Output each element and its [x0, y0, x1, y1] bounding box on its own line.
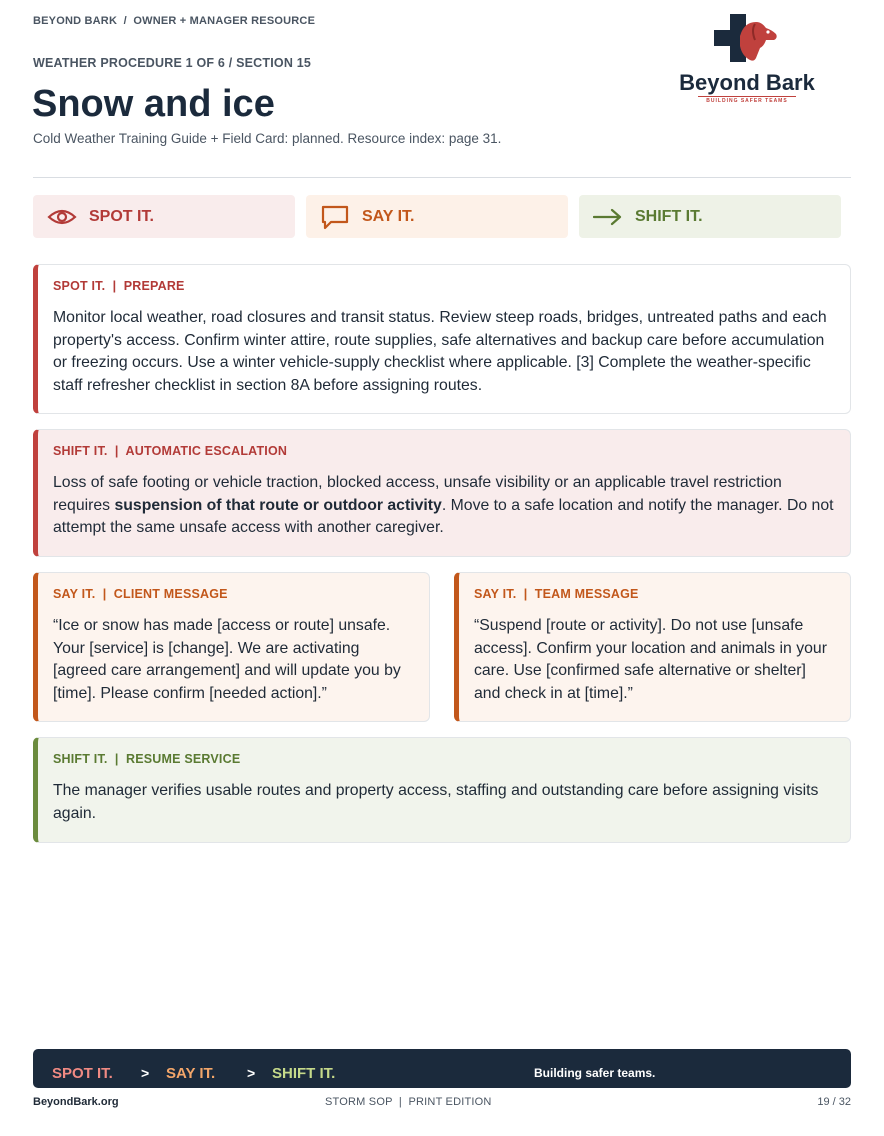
footer-separator: >	[141, 1065, 150, 1081]
client-message-label: SAY IT. | CLIENT MESSAGE	[53, 587, 228, 601]
footer-tagline: Building safer teams.	[534, 1066, 656, 1080]
spot-it-label: SPOT IT.	[89, 207, 154, 225]
arrow-right-icon	[593, 207, 623, 227]
prepare-label: SPOT IT. | PREPARE	[53, 279, 185, 293]
logo-wordmark: Beyond Bark	[679, 70, 815, 95]
team-message-label: SAY IT. | TEAM MESSAGE	[474, 587, 639, 601]
footer-spot-it: SPOT IT.	[52, 1065, 113, 1082]
resume-service-label: SHIFT IT. | RESUME SERVICE	[53, 752, 241, 766]
logo-mark	[672, 10, 822, 106]
client-message-body: “Ice or snow has made [access or route] unsafe. Your [service] is [change]. We are activating [agreed care arrangement] and will update you by [time]. Please confirm [needed action].”	[53, 617, 401, 702]
shift-it-step	[579, 195, 841, 238]
resume-service-card	[33, 737, 851, 843]
footer-shift-it: SHIFT IT.	[272, 1065, 336, 1082]
team-message-card	[454, 572, 851, 722]
footer-say-it: SAY IT.	[166, 1065, 216, 1082]
footer-separator: >	[247, 1065, 256, 1081]
say-it-step	[306, 195, 568, 238]
escalation-body	[53, 472, 834, 540]
eye-icon	[47, 207, 77, 227]
footer-site-link[interactable]: BeyondBark.org	[33, 1096, 119, 1108]
escalation-emphasis: suspension of that route or outdoor activity	[114, 496, 442, 514]
logo-tagline: BUILDING SAFER TEAMS	[706, 98, 788, 104]
page-subtitle: Cold Weather Training Guide + Field Card: planned. Resource index: page 31.	[33, 131, 502, 146]
footer-edition: STORM SOP | PRINT EDITION	[325, 1096, 492, 1108]
shift-it-label: SHIFT IT.	[635, 207, 703, 225]
beyond-bark-logo	[672, 10, 822, 106]
prepare-card	[33, 264, 851, 414]
resume-service-body: The manager verifies usable routes and property access, staffing and outstanding care before assigning visits again.	[53, 782, 819, 822]
procedure-label: WEATHER PROCEDURE 1 OF 6 / SECTION 15	[33, 56, 312, 70]
speech-bubble-icon	[320, 204, 350, 230]
escalation-card	[33, 429, 851, 557]
spot-it-step	[33, 195, 295, 238]
header-divider	[33, 177, 851, 178]
escalation-text-2: . Move to a safe location and notify the manager. Do not attempt the same unsafe access with another caregiver.	[53, 496, 834, 536]
client-message-card	[33, 572, 430, 722]
team-message-body: “Suspend [route or activity]. Do not use [unsafe access]. Confirm your location and animals in your care. Use [confirmed safe alternative or shelter] and check in at [time].”	[474, 617, 827, 702]
page-number: 19 / 32	[817, 1096, 851, 1108]
header-meta: BEYOND BARK / OWNER + MANAGER RESOURCE	[33, 15, 316, 27]
escalation-text-1: Loss of safe footing or vehicle traction, blocked access, unsafe visibility or an applicable travel restriction requires	[53, 474, 782, 514]
escalation-label: SHIFT IT. | AUTOMATIC ESCALATION	[53, 444, 288, 458]
prepare-body: Monitor local weather, road closures and transit status. Review steep roads, bridges, untreated paths and each property's access. Confirm winter attire, route supplies, safe alternatives and backup care before accumulation or freezing occurs. Use a winter vehicle-supply checklist where applicable. [3] Complete the weather-specific staff refresher checklist in section 8A before assigning routes.	[53, 309, 827, 394]
say-it-label: SAY IT.	[362, 207, 415, 225]
footer-bar	[33, 1049, 851, 1088]
page-title: Snow and ice	[32, 83, 275, 125]
